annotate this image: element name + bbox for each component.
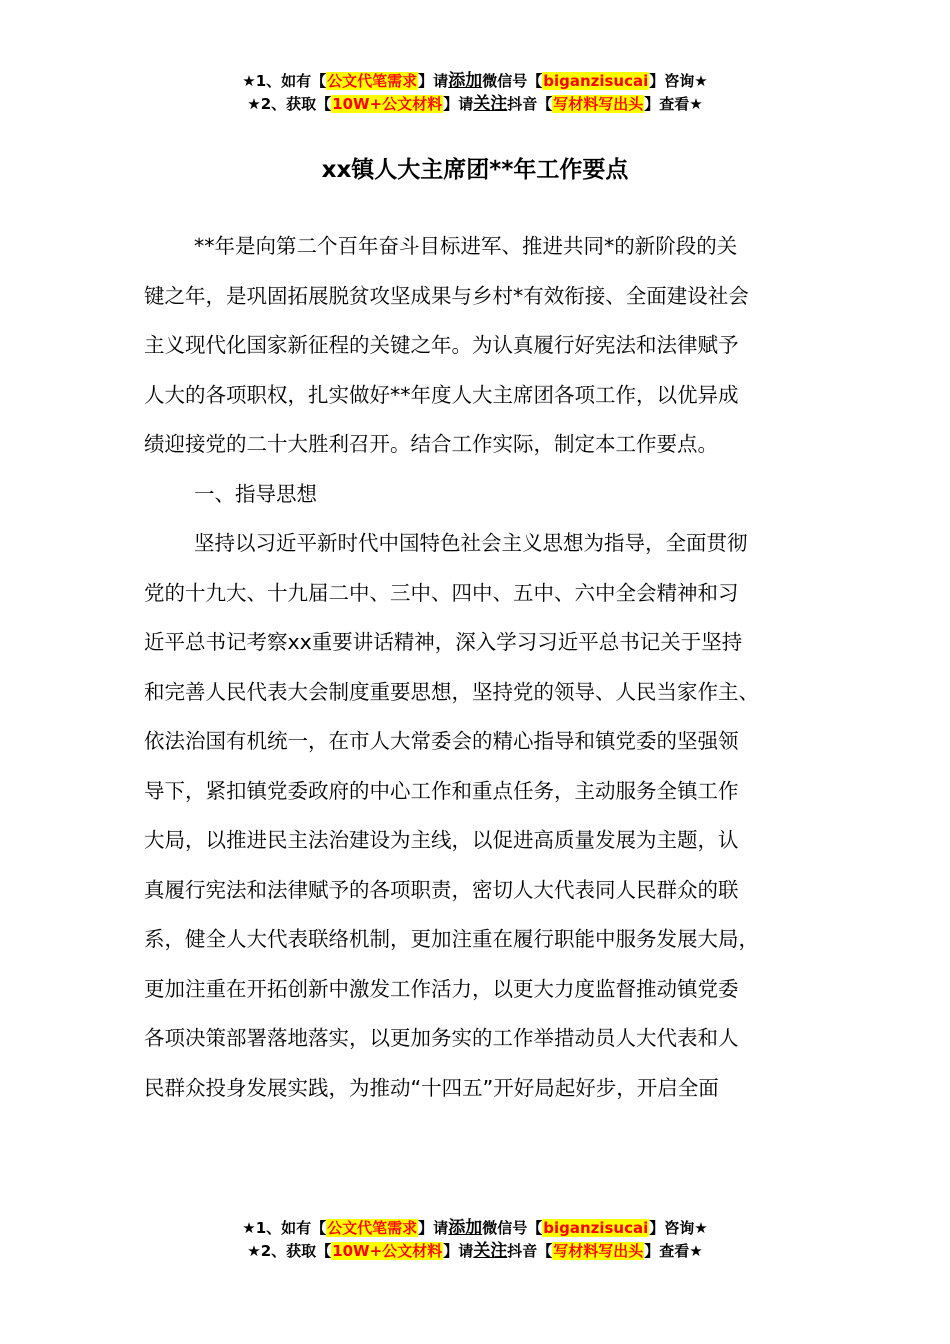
banner-highlight: 写材料写出头 (553, 95, 644, 113)
banner-highlight: 公文代笔需求 (327, 72, 418, 90)
banner-emphasis: 添加 (448, 71, 483, 91)
paragraph-line: 各项决策部署落地落实，以更加务实的工作举措动员人大代表和人 (144, 1026, 739, 1050)
banner-highlight: 10W+公文材料 (332, 95, 443, 113)
document-title: xx镇人大主席团**年工作要点 (321, 157, 629, 183)
banner-text: 】查看★ (644, 95, 703, 113)
banner-text: 】咨询★ (649, 1219, 708, 1237)
header-banner (0, 70, 950, 116)
paragraph-line: 主义现代化国家新征程的关键之年。为认真履行好宪法和法律赋予 (144, 333, 739, 357)
paragraph-line: 党的十九大、十九届二中、三中、四中、五中、六中全会精神和习 (144, 580, 739, 605)
banner-text: 】咨询★ (649, 72, 708, 90)
banner-text: ★1、如有【 (242, 72, 327, 90)
banner-text: 抖音【 (507, 1242, 553, 1260)
banner-highlight: biganzisucai (543, 1219, 649, 1237)
paragraph-line: 人大的各项职权，扎实做好**年度人大主席团各项工作，以优异成 (144, 382, 739, 407)
paragraph-line: 民群众投身发展实践，为推动“十四五”开好局起好步，开启全面 (144, 1075, 719, 1100)
banner-emphasis: 添加 (448, 1218, 483, 1238)
banner-text: 】查看★ (644, 1242, 703, 1260)
paragraph-line: 系，健全人大代表联络机制，更加注重在履行职能中服务发展大局， (144, 927, 759, 951)
paragraph-line: 坚持以习近平新时代中国特色社会主义思想为指导，全面贯彻 (194, 531, 748, 555)
banner-highlight: 公文代笔需求 (327, 1219, 418, 1237)
banner-emphasis: 关注 (473, 94, 508, 114)
banner-emphasis: 关注 (473, 1241, 508, 1261)
section-heading: 一、指导思想 (194, 481, 317, 506)
banner-text: ★2、获取【 (247, 1242, 332, 1260)
banner-text: ★2、获取【 (247, 95, 332, 113)
paragraph-line: **年是向第二个百年奋斗目标进军、推进共同*的新阶段的关 (194, 234, 738, 258)
banner-text: 微信号【 (482, 1219, 543, 1237)
banner-line-2 (0, 93, 950, 116)
paragraph-line: 依法治国有机统一，在市人大常委会的精心指导和镇党委的坚强领 (144, 729, 739, 753)
banner-line-1 (0, 70, 950, 93)
banner-text: 抖音【 (507, 95, 553, 113)
banner-highlight: 写材料写出头 (553, 1242, 644, 1260)
paragraph-line: 导下，紧扣镇党委政府的中心工作和重点任务，主动服务全镇工作 (144, 778, 739, 803)
banner-text: 】请 (443, 95, 474, 113)
paragraph-line: 和完善人民代表大会制度重要思想，坚持党的领导、人民当家作主、 (144, 679, 759, 704)
banner-line-1 (0, 1217, 950, 1240)
paragraph-line: 绩迎接党的二十大胜利召开。结合工作实际，制定本工作要点。 (144, 432, 718, 456)
banner-text: 微信号【 (482, 72, 543, 90)
document-body (144, 222, 806, 1113)
paragraph-line: 大局，以推进民主法治建设为主线，以促进高质量发展为主题，认 (144, 828, 739, 852)
paragraph-line: 更加注重在开拓创新中激发工作活力，以更大力度监督推动镇党委 (144, 976, 739, 1001)
banner-text: 】请 (443, 1242, 474, 1260)
paragraph-line: 近平总书记考察xx重要讲话精神，深入学习习近平总书记关于坚持 (144, 630, 743, 654)
banner-text: 】请 (418, 1219, 449, 1237)
footer-banner (0, 1217, 950, 1263)
banner-highlight: 10W+公文材料 (332, 1242, 443, 1260)
banner-highlight: biganzisucai (543, 72, 649, 90)
banner-text: ★1、如有【 (242, 1219, 327, 1237)
banner-line-2 (0, 1240, 950, 1263)
paragraph-line: 键之年，是巩固拓展脱贫攻坚成果与乡村*有效衔接、全面建设社会 (144, 283, 749, 308)
paragraph-line: 真履行宪法和法律赋予的各项职责，密切人大代表同人民群众的联 (144, 877, 739, 902)
banner-text: 】请 (418, 72, 449, 90)
